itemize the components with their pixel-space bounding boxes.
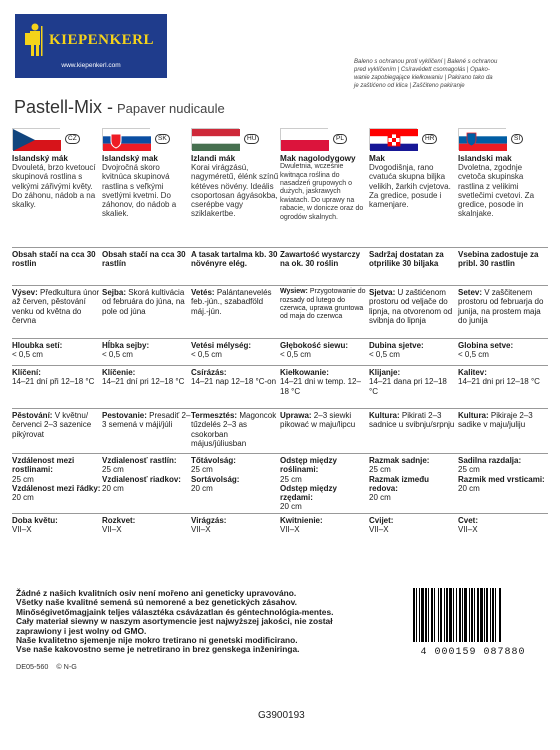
germination: Klíčení: 14–21 dní při 12–18 °C	[12, 365, 102, 406]
title-main: Pastell-Mix -	[14, 97, 114, 117]
protection-line: wanie zapobiegające kiełkowaniu | Pakirano tako da	[354, 75, 493, 81]
barcode-number: 4 000159 087880	[420, 647, 526, 658]
barcode-icon	[409, 588, 537, 642]
gmo-line: Vse naše kakovostno seme je netretirano in brez genskega inženiringa.	[16, 644, 300, 655]
depth: Hloubka setí: < 0,5 cm	[12, 338, 102, 363]
language-column-cz	[12, 128, 102, 535]
spacing: Vzdálenost mezi rostlinami: 25 cm Vzdálenost mezi řádky: 20 cm	[12, 453, 102, 511]
depth: Głębokość siewu: < 0,5 cm	[280, 338, 369, 363]
language-column-hu	[191, 128, 280, 535]
spacing: Odstęp między roślinami: 25 cm Odstęp między rzędami: 20 cm	[280, 453, 369, 511]
description: Dvoletna, zgodnje cvetoča skupinska rastlina z velikimi svetlečimi cvetovi. Za gredice, posode in skalnjake.	[458, 163, 535, 219]
sowing: Sjetva: U zaštićenom prostoru od veljače do lipnja, na otvorenom od svibnja do lipnja	[369, 285, 458, 336]
language-column-hr	[369, 128, 458, 535]
depth: Vetési mélység: < 0,5 cm	[191, 338, 280, 363]
protection-line: pred vyklíčením | Csíravédett csomagolás | Opako-	[354, 67, 490, 73]
flag-si-icon	[458, 128, 521, 150]
sowing: Sejba: Skorá kultivácia od februára do júna, na pole od júna	[102, 285, 191, 336]
germination: Kiełkowanie: 14–21 dni w temp. 12–18 °C	[280, 365, 369, 406]
description: Dvouletá, brzo kvetoucí skupinová rostlina s velkými zářivými květy. Do záhonu, nádob a na skalky.	[12, 163, 96, 210]
language-columns	[12, 128, 548, 535]
barcode	[409, 588, 537, 656]
gmo-line: Naše kvalitetno sjemenje nije mokro tretirano ni genetski modificirano.	[16, 635, 298, 646]
depth: Dubina sjetve: < 0,5 cm	[369, 338, 458, 363]
plant-name: Mak	[369, 154, 385, 163]
language-code: SI	[511, 134, 523, 144]
cultivation: Uprawa: 2–3 siewki pikować w maju/lipcu	[280, 408, 369, 451]
depth: Globina setve: < 0,5 cm	[458, 338, 548, 363]
description: Dvojročná skoro kvitnúca skupinová rastlina s veľkými svetlými kvetmi. Do záhonov, do nádob a skaliek.	[102, 163, 177, 219]
bloom: Kwitnienie: VII–X	[280, 513, 369, 534]
plant-name: Izlandi mák	[191, 154, 236, 163]
flag-cz-icon	[12, 128, 77, 150]
germination: Klíčenie: 14–21 dní pri 12–18 °C	[102, 365, 191, 406]
language-column-pl	[280, 128, 369, 535]
flag-sk-icon	[102, 128, 167, 150]
sowing: Vetés: Palántanevelés feb.-jún., szabadföld máj.-jún.	[191, 285, 280, 336]
language-code: HU	[244, 134, 259, 144]
bloom: Virágzás: VII–X	[191, 513, 280, 534]
spacing: Tőtávolság: 25 cm Sortávolság: 20 cm	[191, 453, 280, 511]
cultivation: Termesztés: Magoncok tűzdelés 2–3 as csokorban május/júliusban	[191, 408, 280, 451]
kiepenkerl-figure-icon	[23, 22, 47, 58]
coverage: Sadržaj dostatan za otprilike 30 biljaka	[369, 247, 458, 283]
sowing: Wysiew: Przygotowanie do rozsady od lutego do czerwca, uprawa gruntowa od maja do czerwca	[280, 285, 369, 336]
language-column-sk	[102, 128, 191, 535]
cultivation: Pěstování: V květnu/červenci 2–3 sazenice pikýrovat	[12, 408, 102, 451]
language-code: PL	[333, 134, 347, 144]
cultivation: Pestovanie: Presadiť 2–3 semená v máji/júli	[102, 408, 191, 451]
brand-name: KIEPENKERL	[49, 32, 155, 48]
language-code: CZ	[65, 134, 80, 144]
description: Korai virágzású, nagyméretű, élénk színű kétéves növény. Ideális csoportosan ágyásokba, cserépbe vagy sziklakertbe.	[191, 163, 279, 219]
page-title	[14, 97, 225, 118]
sowing: Výsev: Předkultura únor až červen, pěstování venku od května do června	[12, 285, 102, 336]
spacing: Razmak sadnje: 25 cm Razmak između redova: 20 cm	[369, 453, 458, 511]
plant-name: Mak nagolodygowy	[280, 154, 356, 163]
bloom: Cvet: VII–X	[458, 513, 548, 534]
coverage: Obsah stačí na cca 30 rostlin	[12, 247, 102, 283]
bloom: Cvijet: VII–X	[369, 513, 458, 534]
germination: Csírázás: 14–21 nap 12–18 °C-on	[191, 365, 280, 406]
germination: Klijanje: 14–21 dana pri 12–18 °C	[369, 365, 458, 406]
gmo-line: Žádné z našich kvalitních osiv není mořeno ani geneticky upravováno.	[16, 588, 297, 598]
coverage: Obsah stačí na cca 30 rastlín	[102, 247, 191, 283]
protection-line: Baleno s ochranou proti vyklíčení | Balené s ochranou	[354, 59, 498, 65]
spacing: Vzdialenosť rastlín: 25 cm Vzdialenosť riadkov: 20 cm	[102, 453, 191, 511]
plant-name: Islandski mak	[458, 154, 512, 163]
spacing: Sadilna razdalja: 25 cm Razmik med vrsticami: 20 cm	[458, 453, 548, 511]
gmo-line: zaprawiony i jest wolny od GMO.	[16, 625, 147, 636]
coverage: A tasak tartalma kb. 30 növényre elég.	[191, 247, 280, 283]
gmo-line: Cały materiał siewny w naszym asortymencie jest najwyższej jakości, nie został	[16, 616, 333, 627]
brand-url: www.kiepenkerl.com	[61, 62, 121, 69]
germination: Kalitev: 14–21 dni pri 12–18 °C	[458, 365, 548, 406]
language-column-si	[458, 128, 548, 535]
plant-name: Islandský mák	[12, 154, 68, 163]
protection-line: je zaštićeno od klica | Zaščiteno pakiranje	[354, 83, 465, 89]
product-code: DE05-560 © N-G	[16, 662, 77, 671]
language-code: HR	[422, 134, 437, 144]
depth: Hĺbka sejby: < 0,5 cm	[102, 338, 191, 363]
title-latin: Papaver nudicaule	[117, 101, 225, 116]
plant-name: Islandský mak	[102, 154, 158, 163]
brand-header	[15, 14, 167, 78]
bloom: Doba květu: VII–X	[12, 513, 102, 534]
batch-code: G3900193	[258, 710, 305, 721]
coverage: Zawartość wystarczy na ok. 30 roślin	[280, 247, 369, 283]
language-code: SK	[155, 134, 170, 144]
sowing: Setev: V zaščitenem prostoru od februarja do junija, na prostem maja do junija	[458, 285, 548, 336]
protection-note	[354, 58, 544, 90]
description: Dwuletnia, wcześnie kwitnąca roślina do nasadzeń grupowych o dużych, jaskrawych kwiatach. Do uprawy na rabacie, w donicze oraz do ogrodów skalnych.	[280, 163, 364, 221]
coverage: Vsebina zadostuje za pribl. 30 rastlin	[458, 247, 548, 283]
cultivation: Kultura: Pikiraje 2–3 sadike v maju/juliju	[458, 408, 548, 451]
description: Dvogodišnja, rano cvatuća skupna biljka velikih, žarkih cvjetova. Za gredice, posude i kamenjare.	[369, 163, 451, 210]
flag-pl-icon	[280, 128, 344, 150]
bloom: Rozkvet: VII–X	[102, 513, 191, 534]
gmo-line: Minőségivetőmagjaink teljes választéka csávázatlan és géntechnológia-mentes.	[16, 606, 334, 617]
cultivation: Kultura: Pikirati 2–3 sadnice u svibnju/srpnju	[369, 408, 458, 451]
gmo-line: Všetky naše kvalitné semená sú nemorené a bez genetických zásahov.	[16, 597, 298, 608]
flag-hu-icon	[191, 128, 257, 150]
flag-hr-icon	[369, 128, 435, 150]
